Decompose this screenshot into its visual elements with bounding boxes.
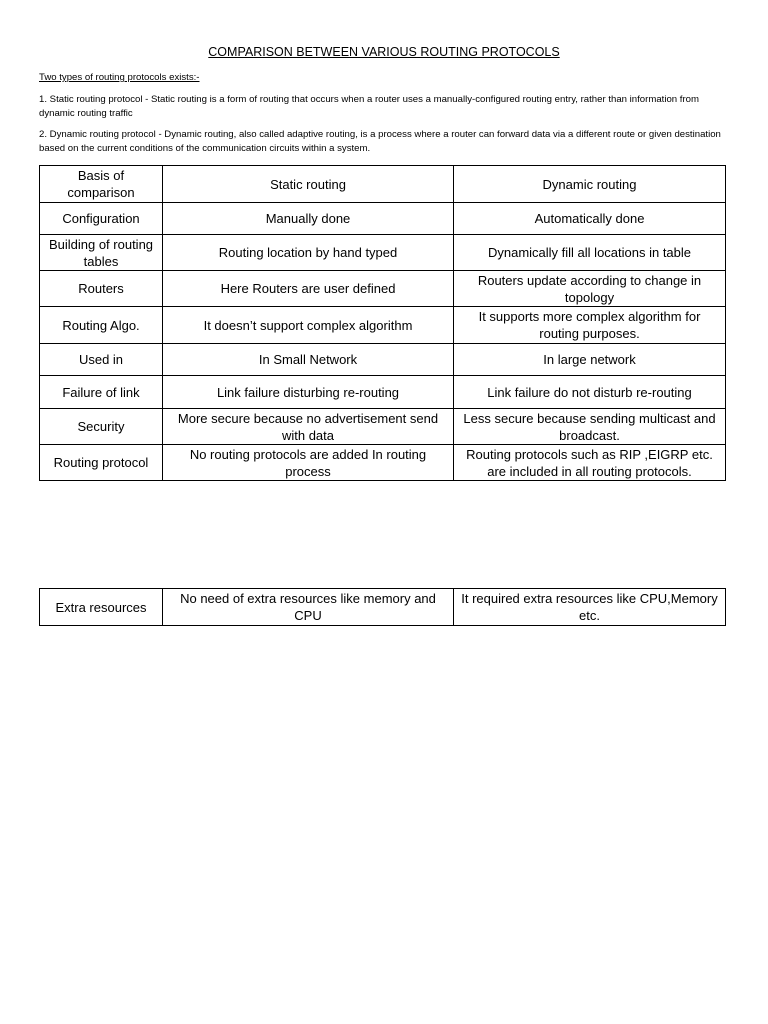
table-cell: No need of extra resources like memory and CPU (163, 589, 454, 626)
table-cell: In large network (454, 344, 726, 376)
intro-text: Two types of routing protocols exists:- (39, 72, 200, 83)
table-cell: It supports more complex algorithm for routing purposes. (454, 307, 726, 344)
dynamic-routing-paragraph: 2. Dynamic routing protocol - Dynamic routing, also called adaptive routing, is a process where a router can forward data via a different route or given destination based on the current conditions of the communication circuits within a system. (39, 129, 721, 154)
table-cell: Security (40, 409, 163, 445)
table-cell: Link failure do not disturb re-routing (454, 376, 726, 409)
static-routing-paragraph: 1. Static routing protocol - Static routing is a form of routing that occurs when a router uses a manually-configured routing entry, rather than information from dynamic routing traffic (39, 94, 699, 119)
table-row (40, 445, 726, 481)
table-cell: Routing protocol (40, 445, 163, 481)
table-cell: Routers (40, 271, 163, 307)
table-cell: In Small Network (163, 344, 454, 376)
table-cell: It doesn’t support complex algorithm (163, 307, 454, 344)
table-row (40, 307, 726, 344)
header-cell: Basis of comparison (40, 166, 163, 203)
table-row (40, 409, 726, 445)
page-title: COMPARISON BETWEEN VARIOUS ROUTING PROTOCOLS (208, 45, 560, 59)
table-cell: Link failure disturbing re-routing (163, 376, 454, 409)
table-cell: More secure because no advertisement send with data (163, 409, 454, 445)
table-cell: Automatically done (454, 203, 726, 235)
table-cell: Less secure because sending multicast and broadcast. (454, 409, 726, 445)
table-row (40, 203, 726, 235)
table-row (40, 271, 726, 307)
table-row (40, 589, 726, 626)
table-cell: Routing Algo. (40, 307, 163, 344)
header-cell: Static routing (163, 166, 454, 203)
header-cell: Dynamic routing (454, 166, 726, 203)
table-row (40, 376, 726, 409)
table-row (40, 344, 726, 376)
table-cell: It required extra resources like CPU,Memory etc. (454, 589, 726, 626)
comparison-table (39, 165, 726, 481)
extra-resources-table (39, 588, 726, 626)
table-row (40, 235, 726, 271)
table-cell: Building of routing tables (40, 235, 163, 271)
table-cell: Here Routers are user defined (163, 271, 454, 307)
table-cell: Failure of link (40, 376, 163, 409)
table-cell: Routing protocols such as RIP ,EIGRP etc. are included in all routing protocols. (454, 445, 726, 481)
table-cell: Routing location by hand typed (163, 235, 454, 271)
table-cell: Used in (40, 344, 163, 376)
table-cell: Routers update according to change in topology (454, 271, 726, 307)
table-cell: Configuration (40, 203, 163, 235)
table-cell: Manually done (163, 203, 454, 235)
table-cell: Dynamically fill all locations in table (454, 235, 726, 271)
table-cell: Extra resources (40, 589, 163, 626)
table-header-row (40, 166, 726, 203)
table-cell: No routing protocols are added In routing process (163, 445, 454, 481)
